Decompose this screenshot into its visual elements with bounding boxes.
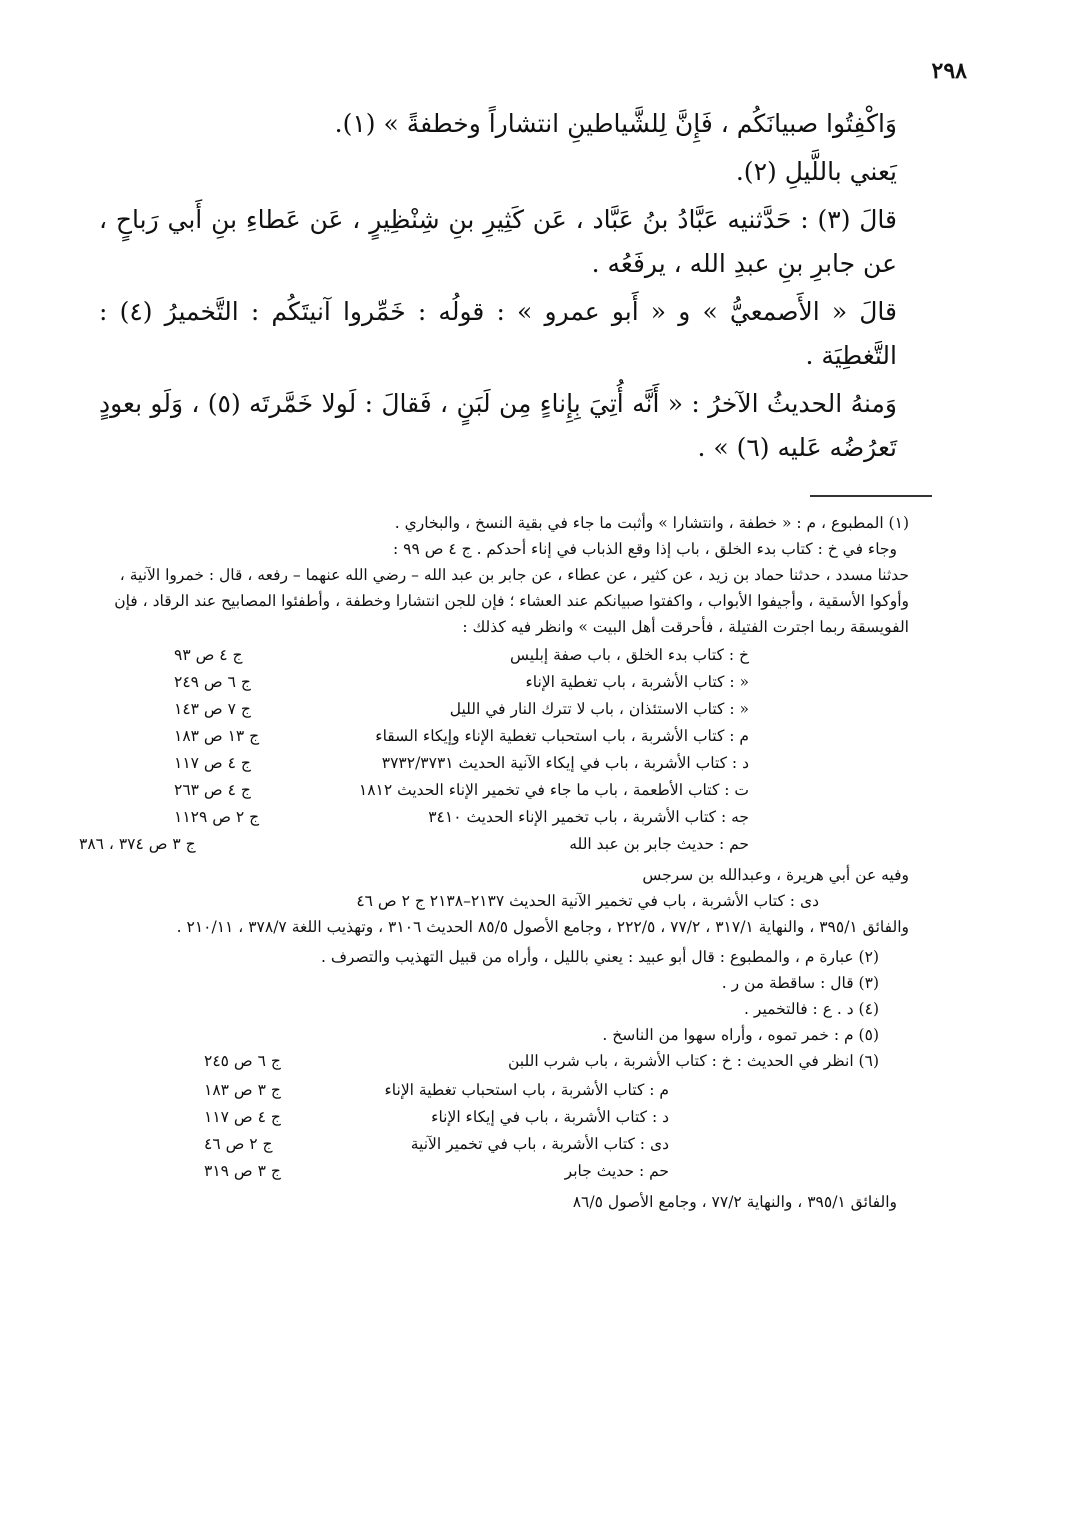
reference-volume: ج ١٣ ص ١٨٣ (174, 727, 260, 745)
reference-source: م : كتاب الأشربة ، باب استحباب تغطية الإناء وإيكاء السقاء (375, 727, 749, 745)
reference-list (79, 642, 909, 858)
reference-source: « : كتاب الاستئذان ، باب لا تترك النار في الليل (449, 700, 749, 718)
footnote-separator (810, 495, 932, 497)
main-paragraph: يَعني باللَّيلِ (٢). (735, 157, 897, 186)
reference-volume: ج ٣ ص ١٨٣ (204, 1081, 281, 1099)
reference-volume: ج ٧ ص ١٤٣ (174, 700, 251, 718)
reference-source: ت : كتاب الأطعمة ، باب ما جاء في تخمير الإناء الحديث ١٨١٢ (358, 781, 749, 799)
reference-volume: ج ٣ ص ٣١٩ (204, 1162, 281, 1180)
footnote-line: (٦) انظر في الحديث : خ : كتاب الأشربة ، باب شرب اللبن (507, 1052, 879, 1070)
page-number: ٢٩٨ (931, 58, 967, 84)
footnote-line: حدثنا مسدد ، حدثنا حماد بن زيد ، عن كثير ، عن عطاء ، عن جابر بن عبد الله – رضي الله عنهما – رفعه ، قال : خمروا الآنية ، وأوكوا الأسقية ، وأجيفوا الأبواب ، واكفتوا صبيانكم عند العشاء ؛ فإن للجن انتشارا وخطفة ، وأطفئوا المصابيح عند الرقاد ، فإن الفويسقة ربما اجترت الفتيلة ، فأحرقت أهل البيت » وانظر فيه كذلك : (114, 566, 909, 636)
reference-volume: ج ٦ ص ٢٤٥ (204, 1052, 281, 1070)
main-paragraph: وَمنهُ الحديثُ الآخرُ : « أَنَّه أُتِيَ بِإِناءٍ مِن لَبَنٍ ، فَقالَ : لَولا خَمَّرتَه (٥) ، وَلَو بعودٍ تَعرُضُه عَليه (٦) » . (99, 389, 897, 462)
footnote-line: دى : كتاب الأشربة ، باب في تخمير الآنية الحديث ٢١٣٧–٢١٣٨ ج ٢ ص ٤٦ (356, 892, 819, 910)
reference-row (79, 696, 909, 723)
footnote-line: وجاء في خ : كتاب بدء الخلق ، باب إذا وقع الذباب في إناء أحدكم . ج ٤ ص ٩٩ : (392, 540, 897, 558)
reference-source: د : كتاب الأشربة ، باب في إيكاء الآنية الحديث ٣٧٣٢/٣٧٣١ (381, 754, 749, 772)
main-paragraph: وَاكْفِتُوا صبيانَكُم ، فَإِنَّ لِلشَّياطينِ انتشاراً وخطفةً » (١). (334, 109, 897, 138)
reference-source: حم : حديث جابر بن عبد الله (569, 835, 749, 853)
reference-volume: ج ٣ ص ٣٧٤ ، ٣٨٦ (79, 835, 196, 853)
reference-source: « : كتاب الأشربة ، باب تغطية الإناء (525, 673, 749, 691)
reference-source: جه : كتاب الأشربة ، باب تخمير الإناء الحديث ٣٤١٠ (428, 808, 749, 826)
footnote-line: والفائق ٣٩٥/١ ، والنهاية ٧٧/٢ ، وجامع الأصول ٨٦/٥ (572, 1193, 897, 1211)
reference-row (79, 1077, 909, 1104)
footnote-line: (٣) قال : ساقطة من ر . (721, 974, 879, 992)
reference-row (79, 831, 909, 858)
reference-volume: ج ٦ ص ٢٤٩ (174, 673, 251, 691)
reference-row (79, 642, 909, 669)
reference-list (79, 1077, 909, 1185)
footnote-line: وفيه عن أبي هريرة ، وعبدالله بن سرجس (642, 866, 909, 884)
reference-row (79, 1104, 909, 1131)
reference-volume: ج ٤ ص ١١٧ (174, 754, 251, 772)
reference-row (79, 777, 909, 804)
footnote-line: (٤) د . ع : فالتخمير . (744, 1000, 879, 1018)
reference-row (79, 1048, 909, 1075)
main-paragraph: قالَ (٣) : حَدَّثنيه عَبَّادُ بنُ عَبَّاد ، عَن كَثِيرِ بنِ شِنْظِيرٍ ، عَن عَطاءِ بنِ أَبي رَباحٍ ، عن جابرِ بنِ عبدِ الله ، يرفَعُه . (99, 205, 898, 278)
footnotes (79, 510, 909, 1215)
main-paragraph: قالَ « الأَصمعيُّ » و « أَبو عمرو » : قولُه : خَمِّروا آنيتَكُم : التَّخميرُ (٤) : التَّغطِيَة . (99, 297, 897, 370)
reference-row (79, 723, 909, 750)
reference-volume: ج ٢ ص ٤٦ (204, 1135, 273, 1153)
footnote-line: (١) المطبوع ، م : « خطفة ، وانتشارا » وأثبت ما جاء في بقية النسخ ، والبخاري . (394, 514, 909, 532)
reference-source: م : كتاب الأشربة ، باب استحباب تغطية الإناء (384, 1081, 669, 1099)
reference-row (79, 669, 909, 696)
reference-volume: ج ٤ ص ٩٣ (174, 646, 243, 664)
reference-row (79, 804, 909, 831)
reference-row (79, 750, 909, 777)
reference-row (79, 1158, 909, 1185)
reference-row (79, 1131, 909, 1158)
reference-volume: ج ٢ ص ١١٢٩ (174, 808, 260, 826)
footnote-line: والفائق ٣٩٥/١ ، والنهاية ٣١٧/١ ، ٧٧/٢ ، ٢٢٢/٥ ، وجامع الأصول ٨٥/٥ الحديث ٣١٠٦ ، وتهذيب اللغة ٣٧٨/٧ ، ٢١٠/١١ . (176, 918, 909, 936)
reference-source: د : كتاب الأشربة ، باب في إيكاء الإناء (431, 1108, 669, 1126)
reference-source: خ : كتاب بدء الخلق ، باب صفة إبليس (510, 646, 749, 664)
reference-volume: ج ٤ ص ٢٦٣ (174, 781, 251, 799)
reference-source: حم : حديث جابر (564, 1162, 669, 1180)
reference-volume: ج ٤ ص ١١٧ (204, 1108, 281, 1126)
footnote-line: (٢) عبارة م ، والمطبوع : قال أبو عبيد : يعني بالليل ، وأراه من قبيل التهذيب والتصرف . (320, 948, 879, 966)
reference-source: دى : كتاب الأشربة ، باب في تخمير الآنية (410, 1135, 669, 1153)
footnote-list (79, 944, 909, 1075)
main-text (99, 102, 939, 474)
footnote-line: (٥) م : خمر تموه ، وأراه سهوا من الناسخ . (602, 1026, 879, 1044)
